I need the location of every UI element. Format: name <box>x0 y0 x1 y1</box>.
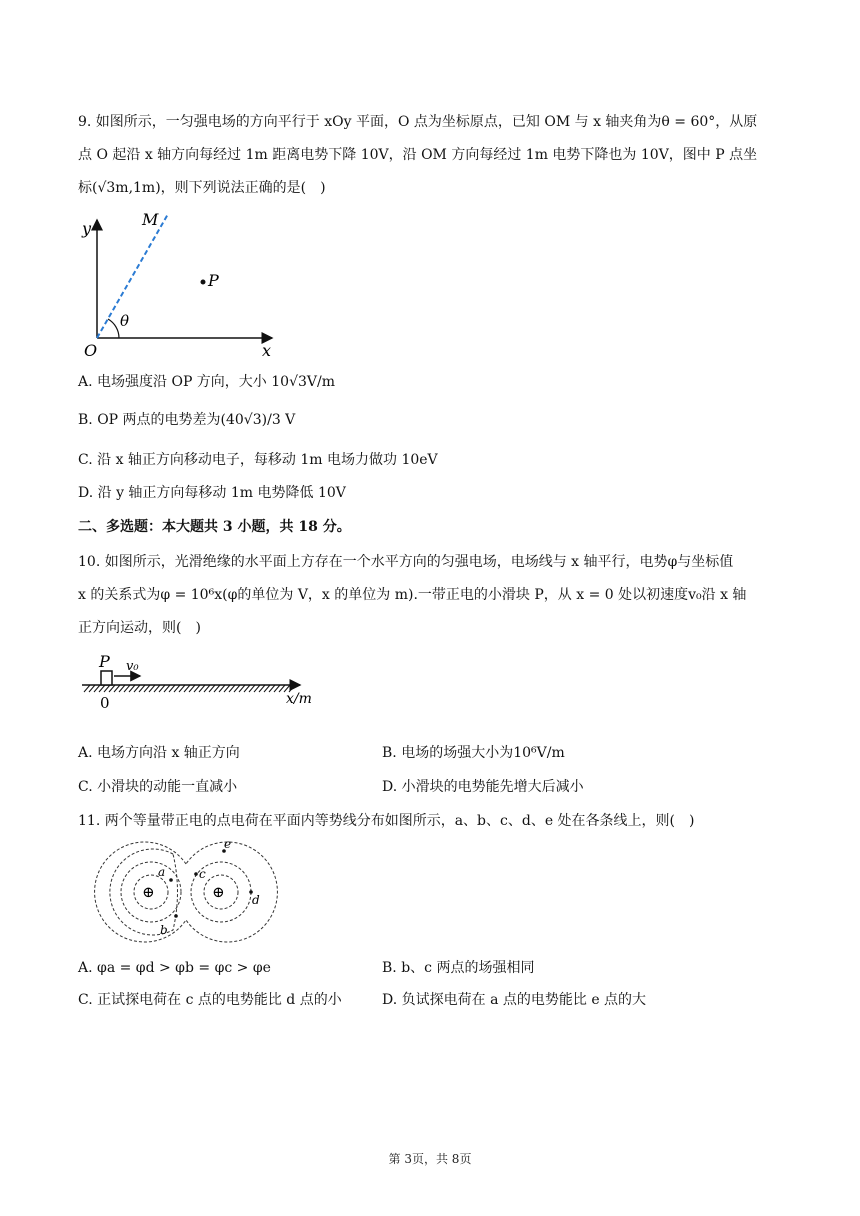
hatch-mark <box>119 685 125 692</box>
origin-label: O <box>84 341 98 360</box>
a-label: a <box>158 865 166 879</box>
hatch-mark <box>139 685 145 692</box>
hatch-mark <box>229 685 235 692</box>
left-charge: ⊕ <box>142 883 155 901</box>
q10-line3: 正方向运动，则( ) <box>78 620 201 636</box>
hatch-mark <box>269 685 275 692</box>
hatch-mark <box>174 685 180 692</box>
hatch-mark <box>234 685 240 692</box>
q9-line2: 点 O 起沿 x 轴方向每经过 1m 距离电势下降 10V，沿 OM 方向每经过 1m 电势下降也为 10V，图中 P 点坐 <box>78 147 758 163</box>
hatch-mark <box>109 685 115 692</box>
q9-line1: 9. 如图所示，一匀强电场的方向平行于 xOy 平面，O 点为坐标原点，已知 OM 与 x 轴夹角为θ = 60°，从原 <box>78 114 758 130</box>
right-charge: ⊕ <box>212 883 225 901</box>
p-label: P <box>99 652 110 671</box>
point-b <box>174 914 178 918</box>
q9-line3: 标(√3m,1m)，则下列说法正确的是( ) <box>78 180 326 196</box>
v0-label: v₀ <box>126 659 139 674</box>
hatch-mark <box>154 685 160 692</box>
page-footer: 第 3页，共 8页 <box>388 1152 472 1166</box>
hatch-mark <box>94 685 100 692</box>
q11-equipotential-figure <box>78 838 298 946</box>
x-label: x <box>262 341 272 360</box>
hatch-mark <box>254 685 260 692</box>
hatch-mark <box>214 685 220 692</box>
q11-line1: 11. 两个等量带正电的点电荷在平面内等势线分布如图所示，a、b、c、d、e 处在各条线上，则( ) <box>78 813 695 829</box>
q10-slider-figure <box>78 645 328 715</box>
hatch-mark <box>164 685 170 692</box>
hatch-mark <box>204 685 210 692</box>
b-label: b <box>160 923 168 937</box>
q11-option-a: A. φa = φd > φb = φc > φe <box>78 960 271 976</box>
hatch-mark <box>179 685 185 692</box>
point-p <box>201 280 206 285</box>
q10-option-b: B. 电场的场强大小为10⁶V/m <box>382 745 565 761</box>
hatch-mark <box>89 685 95 692</box>
hatch-mark <box>194 685 200 692</box>
y-label: y <box>82 219 92 238</box>
q9-coordinate-figure <box>80 208 290 363</box>
q11-option-b: B. b、c 两点的场强相同 <box>382 960 535 976</box>
q9-option-b: B. OP 两点的电势差为(40√3)/3 V <box>78 412 296 428</box>
q10-option-d: D. 小滑块的电势能先增大后减小 <box>382 779 584 795</box>
hatch-mark <box>249 685 255 692</box>
hatch-mark <box>209 685 215 692</box>
hatch-mark <box>134 685 140 692</box>
theta-label: θ <box>120 312 130 330</box>
q11-option-d: D. 负试探电荷在 a 点的电势能比 e 点的大 <box>382 992 647 1008</box>
q10-line1: 10. 如图所示，光滑绝缘的水平面上方存在一个水平方向的匀强电场，电场线与 x 轴平行，电势φ与坐标值 <box>78 554 734 570</box>
c-label: c <box>199 867 206 881</box>
slider-block <box>101 671 112 685</box>
point-c <box>194 872 198 876</box>
hatch-mark <box>244 685 250 692</box>
hatch-mark <box>224 685 230 692</box>
ground-hatching <box>84 685 295 692</box>
q10-option-a: A. 电场方向沿 x 轴正方向 <box>78 745 240 761</box>
q9-option-a: A. 电场强度沿 OP 方向，大小 10√3V/m <box>78 374 336 390</box>
q11-option-c: C. 正试探电荷在 c 点的电势能比 d 点的小 <box>78 992 342 1008</box>
section-heading: 二、多选题：本大题共 3 小题，共 18 分。 <box>78 519 351 535</box>
hatch-mark <box>199 685 205 692</box>
hatch-mark <box>184 685 190 692</box>
theta-arc <box>108 319 119 338</box>
q9-option-d: D. 沿 y 轴正方向每移动 1m 电势降低 10V <box>78 485 346 501</box>
hatch-mark <box>84 685 90 692</box>
zero-label: 0 <box>100 694 110 712</box>
hatch-mark <box>114 685 120 692</box>
hatch-mark <box>144 685 150 692</box>
hatch-mark <box>169 685 175 692</box>
point-a <box>169 878 173 882</box>
hatch-mark <box>239 685 245 692</box>
e-label: e <box>224 838 232 851</box>
hatch-mark <box>149 685 155 692</box>
d-label: d <box>252 893 260 907</box>
hatch-mark <box>129 685 135 692</box>
hatch-mark <box>104 685 110 692</box>
om-line <box>97 214 168 338</box>
hatch-mark <box>259 685 265 692</box>
axis-label: x/m <box>286 691 312 707</box>
q10-option-c: C. 小滑块的动能一直减小 <box>78 779 238 795</box>
hatch-mark <box>99 685 105 692</box>
hatch-mark <box>279 685 285 692</box>
p-label: P <box>208 271 219 290</box>
hatch-mark <box>219 685 225 692</box>
hatch-mark <box>189 685 195 692</box>
hatch-mark <box>159 685 165 692</box>
m-label: M <box>142 210 159 229</box>
hatch-mark <box>124 685 130 692</box>
hatch-mark <box>264 685 270 692</box>
hatch-mark <box>274 685 280 692</box>
q9-option-c: C. 沿 x 轴正方向移动电子，每移动 1m 电场力做功 10eV <box>78 452 438 468</box>
q10-line2: x 的关系式为φ = 10⁶x(φ的单位为 V，x 的单位为 m).一带正电的小滑块 P，从 x = 0 处以初速度v₀沿 x 轴 <box>78 587 747 603</box>
